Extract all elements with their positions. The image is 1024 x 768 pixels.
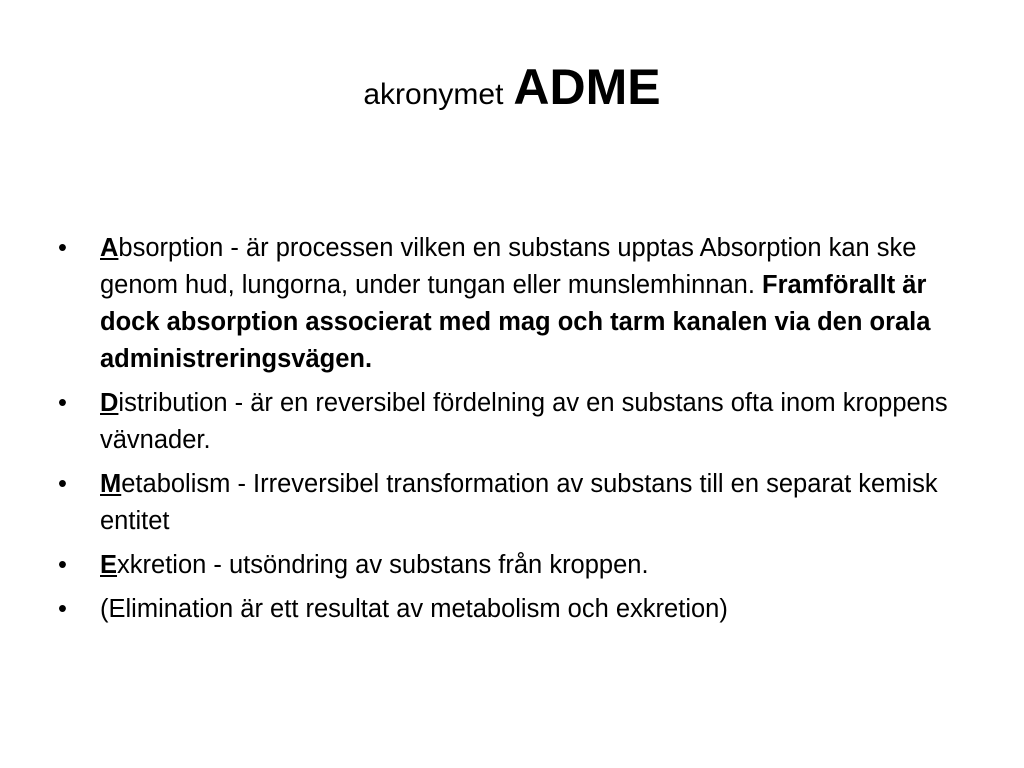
acronym-letter: M: [100, 470, 122, 498]
bullet-icon: •: [58, 551, 67, 579]
acronym-letter: D: [100, 389, 119, 417]
title-main: ADME: [513, 59, 661, 115]
list-item-text: [100, 385, 958, 459]
list-item-excretion: [58, 547, 958, 584]
bullet-icon: •: [58, 389, 67, 417]
list-item-distribution: [58, 385, 958, 459]
slide-title: [0, 58, 1024, 116]
list-item-absorption: [58, 230, 958, 378]
acronym-letter: E: [100, 551, 118, 579]
bullet-icon: •: [58, 595, 67, 623]
list-item-text: [100, 547, 958, 584]
item-emphasis: Framförallt är dock absorption associerat med mag och tarm kanalen via den orala administreringsvägen.: [100, 271, 931, 373]
acronym-letter: A: [100, 234, 119, 262]
item-body: etabolism - Irreversibel transformation av substans till en separat kemisk entitet: [100, 470, 938, 535]
item-body: (Elimination är ett resultat av metabolism och exkretion): [100, 595, 728, 623]
bullet-list: [58, 230, 958, 635]
list-item-metabolism: [58, 466, 958, 540]
list-item-text: [100, 591, 958, 628]
title-prefix: akronymet: [363, 78, 504, 111]
bullet-icon: •: [58, 470, 67, 498]
item-body: istribution - är en reversibel fördelning av en substans ofta inom kroppens vävnader.: [100, 389, 948, 454]
list-item-text: [100, 466, 958, 540]
list-item-elimination: [58, 591, 958, 628]
list-item-text: [100, 230, 958, 378]
item-body: xkretion - utsöndring av substans från kroppen.: [117, 551, 649, 579]
item-body: bsorption - är processen vilken en substans upptas Absorption kan ske genom hud, lungorna, under tungan eller munslemhinnan.: [100, 234, 917, 299]
bullet-icon: •: [58, 234, 67, 262]
